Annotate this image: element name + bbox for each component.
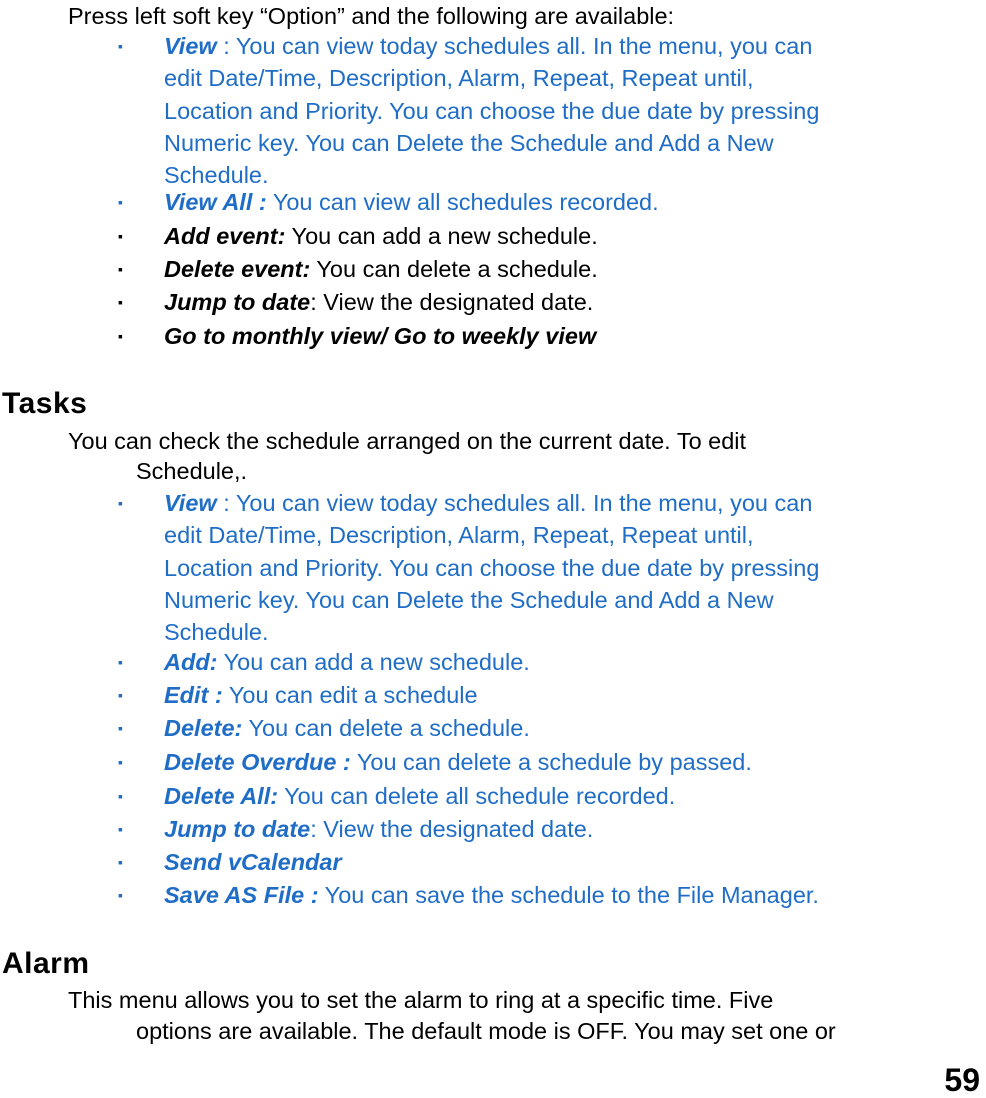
option-item-description-line: Location and Priority. You can choose the due date by pressing	[164, 97, 820, 124]
task-option-item-description: You can delete a schedule.	[248, 715, 530, 741]
option-item-keyword: View	[164, 33, 217, 59]
option-item-description: You can delete a schedule.	[316, 256, 598, 282]
option-item-text	[164, 320, 596, 352]
task-option-item-keyword: Add:	[164, 649, 218, 675]
option-item-keyword: Delete event:	[164, 256, 311, 282]
option-item-text	[164, 30, 819, 191]
bullet-icon: ▪	[118, 788, 123, 804]
task-option-item-text	[164, 846, 342, 878]
task-option-item-description: You can edit a schedule	[228, 682, 478, 708]
bullet-icon: ▪	[118, 194, 123, 210]
task-option-item-description: View the designated date.	[323, 816, 594, 842]
option-item-description-line: Numeric key. You can Delete the Schedule and Add a New	[164, 129, 774, 156]
task-option-item-keyword: Delete All:	[164, 783, 279, 809]
task-option-item-text	[164, 746, 752, 778]
task-option-item-description-line: edit Date/Time, Description, Alarm, Repeat, Repeat until,	[164, 522, 754, 549]
bullet-icon: ▪	[118, 328, 123, 344]
tasks-heading: Tasks	[2, 387, 88, 420]
options-intro: Press left soft key “Option” and the following are available:	[68, 3, 675, 29]
task-option-item-separator: :	[310, 816, 324, 842]
option-item-description-line: Schedule.	[164, 162, 269, 189]
task-option-item-description: You can delete all schedule recorded.	[284, 783, 676, 809]
option-item-text	[164, 286, 593, 318]
tasks-intro-line1: You can check the schedule arranged on the current date. To edit	[68, 428, 747, 454]
option-item-separator: :	[310, 289, 324, 315]
alarm-intro-line1: This menu allows you to set the alarm to ring at a specific time. Five	[68, 987, 774, 1013]
option-item-text	[164, 186, 659, 218]
bullet-icon: ▪	[118, 294, 123, 310]
task-option-item-text	[164, 780, 675, 812]
bullet-icon: ▪	[118, 720, 123, 736]
bullet-icon: ▪	[118, 654, 123, 670]
task-option-item-keyword: Delete:	[164, 715, 243, 741]
bullet-icon: ▪	[118, 687, 123, 703]
bullet-icon: ▪	[118, 38, 123, 54]
bullet-icon: ▪	[118, 754, 123, 770]
task-option-item-text	[164, 679, 478, 711]
option-item-keyword: Go to monthly view/ Go to weekly view	[164, 323, 597, 349]
task-option-item-description-line: Schedule.	[164, 619, 269, 646]
option-item-keyword: View All :	[164, 189, 267, 215]
option-item-description: View the designated date.	[323, 289, 594, 315]
task-option-item-keyword: Save AS File :	[164, 882, 319, 908]
task-option-item-text	[164, 646, 530, 678]
option-item-keyword: Jump to date	[164, 289, 311, 315]
page-number: 59	[944, 1062, 980, 1098]
bullet-icon: ▪	[118, 228, 123, 244]
bullet-icon: ▪	[118, 495, 123, 511]
option-item-description: You can view today schedules all. In the menu, you can	[235, 33, 813, 59]
bullet-icon: ▪	[118, 261, 123, 277]
task-option-item-description-line: Numeric key. You can Delete the Schedule and Add a New	[164, 586, 774, 613]
option-item-description: You can view all schedules recorded.	[272, 189, 659, 215]
option-item-description-line: edit Date/Time, Description, Alarm, Repeat, Repeat until,	[164, 65, 754, 92]
task-option-item-description: You can add a new schedule.	[223, 649, 530, 675]
task-option-item-text	[164, 813, 593, 845]
bullet-icon: ▪	[118, 854, 123, 870]
option-item-keyword: Add event:	[164, 223, 286, 249]
option-item-description: You can add a new schedule.	[291, 223, 598, 249]
task-option-item-keyword: Delete Overdue :	[164, 749, 351, 775]
task-option-item-keyword: View	[164, 490, 217, 516]
task-option-item-description: You can delete a schedule by passed.	[356, 749, 752, 775]
option-item-text	[164, 253, 598, 285]
task-option-item-separator: :	[216, 490, 236, 516]
task-option-item-keyword: Send vCalendar	[164, 849, 342, 875]
task-option-item-description-line: Location and Priority. You can choose the due date by pressing	[164, 554, 820, 581]
bullet-icon: ▪	[118, 887, 123, 903]
task-option-item-description: You can view today schedules all. In the menu, you can	[235, 490, 813, 516]
option-item-text	[164, 220, 598, 252]
task-option-item-text	[164, 879, 819, 911]
task-option-item-text	[164, 712, 530, 744]
task-option-item-text	[164, 487, 819, 648]
task-option-item-description: You can save the schedule to the File Manager.	[324, 882, 819, 908]
bullet-icon: ▪	[118, 821, 123, 837]
task-option-item-keyword: Edit :	[164, 682, 223, 708]
option-item-separator: :	[216, 33, 236, 59]
tasks-intro-line2: Schedule,.	[136, 458, 248, 484]
alarm-intro-line2: options are available. The default mode is OFF. You may set one or	[136, 1018, 836, 1044]
alarm-heading: Alarm	[2, 947, 90, 980]
task-option-item-keyword: Jump to date	[164, 816, 311, 842]
